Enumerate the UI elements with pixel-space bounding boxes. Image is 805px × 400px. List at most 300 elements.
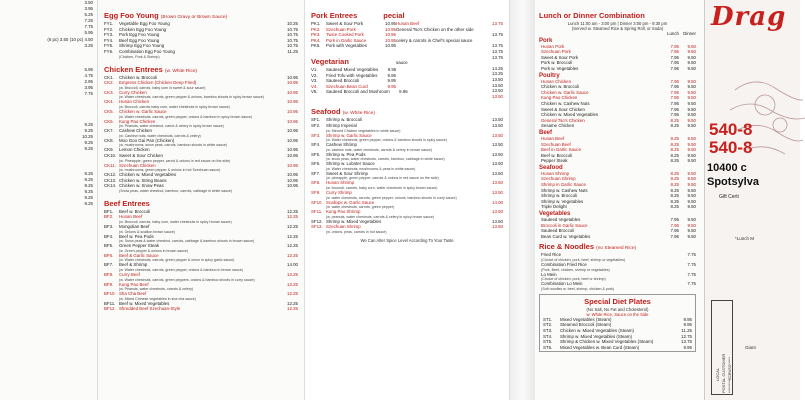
item-name: Kung Pao Beef	[119, 281, 149, 287]
item-code: PK1.	[311, 21, 321, 26]
item-description: (w. cashew nuts, water chestnuts, carrots & celery in brown sauce)	[326, 147, 433, 152]
item-description: (w. Water chestnuts, carrots, green pepper & onion in spicy garlic sauce)	[119, 258, 235, 263]
group-heading: Pork	[539, 37, 553, 44]
item-name: sauce	[396, 60, 408, 66]
group-heading: Beef	[539, 129, 553, 136]
item-name: Mixed Vegetables w. Bean Curd (Steam)	[560, 344, 640, 350]
item-price: 7.75	[687, 281, 696, 287]
item-name: Mongolian Beef	[119, 224, 150, 230]
item-description: (w. Water chestnuts, carrots, green peppers, onions & bamboo shoots in curry sauce)	[119, 277, 255, 282]
item-price: 7.75	[687, 271, 696, 277]
item-name: Shrimp w. Broccoli	[541, 193, 578, 199]
strip-price: 2.95	[84, 79, 93, 85]
menu-item	[311, 190, 503, 196]
item-description: (w. Mixed Chinese vegetables in sha cha sauce)	[119, 296, 196, 301]
item-name: Hunan Beef	[119, 214, 143, 220]
item-price: 10.95	[385, 26, 396, 32]
item-description: (w. Broccoli, carrots, baby corn, water chestnuts in spicy Hunan sauce)	[119, 220, 232, 225]
item-name: Shrimp & Chicken w. Mixed Vegetables (Steam)	[560, 339, 654, 345]
item-description: (w. Cashew nuts, water chestnuts, carrots & celery)	[119, 133, 201, 138]
lunch-price: 8.25	[670, 182, 679, 188]
pork-entrees-heading: Pork Entrees pecial	[311, 11, 405, 20]
dinner-price: 9.50	[687, 117, 696, 123]
item-name: Shredded Beef Szechuan-Style	[119, 306, 181, 312]
item-price: 13.50	[492, 161, 503, 167]
item-price: 12.25	[287, 281, 298, 287]
group-heading: Vegetables	[539, 211, 571, 218]
dinner-price: 9.50	[687, 100, 696, 106]
dinner-price: 9.50	[687, 60, 696, 66]
dinner-price: 9.50	[687, 95, 696, 101]
item-code: CK11.	[104, 162, 116, 168]
item-name: Hunan Shrimp	[541, 170, 570, 176]
restaurant-logo: Drag	[711, 2, 787, 32]
item-code: PK5.	[311, 43, 321, 49]
item-name: Hunan Chicken	[119, 99, 150, 105]
item-price: 10.95	[287, 172, 298, 178]
item-name: Szechuan Pork	[541, 49, 571, 55]
item-price: 10.95	[287, 99, 298, 105]
combo-item	[539, 158, 696, 164]
item-description: (w. water chestnuts, carrots, green pepper, onions, bamboo shoots in curry sauce)	[326, 195, 457, 200]
egg-foo-young-heading: Egg Foo Young (Brown Gravy or Brown Sauce)	[104, 11, 228, 20]
dinner-price: 9.50	[687, 49, 696, 55]
item-name: Shrimp w. Pea Pods	[326, 151, 366, 157]
combo-item	[539, 66, 696, 72]
item-name: Kung Pao Chicken	[119, 118, 156, 124]
strip-price: 7.75	[84, 91, 93, 97]
lunch-price: 8.25	[670, 135, 679, 141]
item-name: Szechuan Beef	[541, 141, 571, 147]
item-name: Fried Tofu with Vegetables	[326, 72, 378, 78]
item-name: Chicken w. Broccoli	[541, 84, 580, 90]
item-name: Chicken w. Mixed Vegetables (Steam)	[560, 327, 634, 333]
item-name: Beef Egg Foo Young	[119, 37, 160, 43]
item-price: 9.95	[387, 72, 396, 78]
item-code: SF7.	[311, 170, 321, 176]
item-description: (w. snow peas, water chestnuts, carrots, bamboo, cabbage in white sauce)	[326, 157, 445, 162]
item-code: BF12.	[104, 306, 116, 312]
lunch-price: 7.95	[670, 84, 679, 90]
item-name: Vegetable Egg Foo Young	[119, 21, 170, 26]
strip-price: 7.75	[84, 24, 93, 30]
seafood-list	[311, 117, 503, 234]
lunch-price: 7.95	[670, 54, 679, 60]
item-code: V5.	[311, 89, 318, 95]
lunch-price: 8.25	[670, 123, 679, 129]
dinner-price: 9.50	[687, 106, 696, 112]
item-price: 10.95	[287, 118, 298, 124]
special-diet-sub1: (No Salt, No Fat and Cholesterol)	[586, 306, 649, 312]
item-price: 12.25	[287, 233, 298, 239]
item-description: (Soft noodles w. beef, shrimp, chicken & pork)	[541, 286, 615, 291]
lunch-price: 7.95	[670, 43, 679, 49]
item-name: Beef w. Mixed Vegetables	[119, 300, 170, 306]
item-price: 9.95	[387, 78, 396, 84]
dinner-price: 9.50	[687, 135, 696, 141]
item-code: BF7.	[104, 262, 114, 268]
item-name: Kung Pao Chicken	[541, 95, 578, 101]
item-description: (w. Water chestnuts, carrots, green pepper, onions & bamboo in spicy brown sauce)	[119, 114, 253, 119]
item-price: 13.75	[492, 43, 503, 49]
item-name: Sweet & Sour Chicken	[119, 152, 163, 158]
strip-price: 5.25	[84, 12, 93, 18]
seafood-heading: Seafood (w. White Rice)	[311, 107, 375, 117]
item-code: BF9.	[104, 281, 114, 287]
item-code: V4.	[311, 83, 318, 89]
item-description: (w. Peanuts, water chestnut, carrot & celery in spicy brown sauce)	[119, 124, 224, 129]
item-code: CK14.	[104, 183, 117, 189]
menu-item	[104, 272, 298, 278]
item-price: 7.75	[687, 262, 696, 267]
menu-panel-egg-chicken-beef	[98, 0, 305, 400]
item-price: 9.95	[399, 89, 408, 95]
postal-customer: POSTAL CUSTOMER	[721, 353, 726, 393]
item-name: Chicken Egg Foo Young	[119, 26, 167, 32]
item-price: 13.75	[492, 54, 503, 60]
item-price: 13.75	[492, 21, 503, 26]
special-diet-list	[540, 317, 695, 351]
dinner-price: 9.50	[687, 187, 696, 193]
item-name: Broccoli in Garlic Sauce	[541, 222, 588, 228]
lunch-price: 7.95	[670, 217, 679, 223]
item-description: (w. Snow peas & water chestnut, carrots, cabbage & bamboo shoots in brown sauce)	[119, 239, 255, 244]
item-code: CK2.	[104, 80, 114, 86]
menu-panel-lunch-dinner	[535, 0, 705, 400]
item-name: Shrimp Imperial	[326, 122, 357, 128]
item-name: Kung Pao Shrimp	[326, 209, 361, 215]
strip-price: 9.25	[84, 182, 93, 188]
dinner-price: 9.50	[687, 84, 696, 90]
item-description: (Snow peas, water chestnut, bamboo, carrots, cabbage in white sauce)	[119, 188, 233, 193]
item-name: Shrimp w. Garlic Sauce	[326, 132, 372, 138]
lunch-price: 8.25	[670, 198, 679, 204]
item-name: Hunan Beef	[541, 135, 565, 141]
lunch-price: 8.25	[670, 141, 679, 147]
item-name: Empress Chicken (Chicken Deep Fried)	[119, 80, 197, 86]
lunch-price: 8.25	[670, 170, 679, 176]
fold-strip	[510, 0, 535, 400]
item-name: Beef w. Pea Pods	[119, 233, 154, 239]
menu-item	[396, 94, 503, 100]
chicken-entrees-heading: Chicken Entrees (w. White Rice)	[104, 64, 198, 74]
spice-footer: We Can Alter Spice Level According To Your Taste	[360, 238, 454, 244]
dinner-price: 9.50	[687, 141, 696, 147]
item-price: 12.25	[287, 252, 298, 258]
vegetarian-list	[311, 66, 408, 95]
item-name: Mixed Vegetables (Steam)	[560, 316, 612, 322]
item-code: BF5.	[104, 243, 114, 249]
item-name: Sauteed Broccoli	[541, 228, 575, 234]
lunch-column-label: Lunch	[667, 31, 679, 36]
item-code: PK4.	[311, 37, 321, 43]
strip-price: 3.50	[84, 0, 93, 5]
menu-item	[311, 123, 503, 129]
item-name: Hunan Shrimp	[326, 180, 355, 186]
lunch-price: 8.25	[670, 117, 679, 123]
item-name: Shrimp in Garlic Sauce	[541, 182, 586, 188]
item-name: Chicken w. Garlic Sauce	[119, 108, 167, 114]
item-description: (w. Onions & scallion brown sauce)	[119, 229, 175, 234]
item-code: FY5.	[104, 43, 114, 49]
item-price: 14.25	[492, 65, 503, 71]
special-diet-sub2: w. White Rice, Sauce on the Side	[586, 311, 649, 317]
item-price: 13.50	[492, 190, 503, 196]
special-diet-heading: Special Diet Plates	[584, 296, 651, 306]
item-code: BF11.	[104, 300, 116, 306]
item-description: (w. mushrooms, snow peas, carrots, bamboo shoots in white sauce)	[119, 143, 228, 148]
item-price: 10.95	[287, 162, 298, 168]
lunch-price: 8.25	[670, 147, 679, 153]
item-price: 9.95	[683, 322, 692, 328]
item-price: 10.95	[287, 128, 298, 134]
egg-foo-young-list	[104, 21, 298, 55]
combo-item	[539, 234, 696, 240]
item-name: Szechuan Bean Curd	[326, 83, 368, 89]
menu-item	[311, 89, 408, 95]
item-price: 11.25	[287, 48, 298, 54]
item-code: ST5.	[543, 339, 553, 345]
item-name: Combination Fried Rice	[541, 262, 587, 267]
item-price: 12.25	[287, 224, 298, 230]
strip-price: 9.25	[84, 140, 93, 146]
item-code: SF8.	[311, 180, 321, 186]
dinner-price: 9.50	[687, 89, 696, 95]
item-name: Pepper Steak	[541, 158, 568, 164]
menu-item	[104, 109, 298, 115]
strip-price: 7.25	[84, 18, 93, 24]
item-description: (w. peanuts, water chestnuts, carrots & celery in spicy brown sauce)	[326, 214, 435, 219]
lunch-price: 7.95	[670, 65, 679, 71]
item-code: SF10.	[311, 199, 323, 205]
item-code: PK3.	[311, 32, 321, 38]
address-line-1: 10400 c	[707, 162, 747, 174]
dinner-price: 9.50	[687, 112, 696, 118]
item-name: Lemon Chicken	[119, 147, 150, 153]
item-price: 10.75	[287, 32, 298, 38]
item-description: (w. Water chestnuts, carrots, green pepper, onions & bamboo in brown sauce)	[119, 268, 243, 273]
item-name: Szechuan Chicken	[119, 162, 156, 168]
item-code: FY2.	[104, 26, 114, 32]
item-price: 10.95	[287, 80, 298, 86]
item-price: 10.95	[385, 37, 396, 43]
item-price: 10.75	[287, 26, 298, 32]
item-name: celery & carrots in Chef's special sauce	[396, 37, 473, 43]
item-price: 12.25	[287, 272, 298, 278]
item-code: ST4.	[543, 333, 553, 339]
dinner-price: 9.50	[687, 193, 696, 199]
item-name: General Tso's Chicken on the other side	[396, 26, 474, 32]
dinner-price: 9.50	[687, 147, 696, 153]
lunch-price: 8.25	[670, 193, 679, 199]
item-code: PK2.	[311, 26, 321, 32]
postal-stamp-box	[711, 300, 733, 395]
item-code: BF10.	[104, 291, 116, 297]
item-code: BF1.	[104, 208, 114, 214]
item-price: 9.95	[683, 316, 692, 322]
item-code: V3.	[311, 78, 318, 84]
item-price: 13.50	[492, 224, 503, 230]
item-price: 9.95	[387, 83, 396, 89]
item-price: 9.95	[387, 66, 397, 72]
postal-local: LOCAL	[715, 367, 720, 381]
item-name: Pork Egg Foo Young	[119, 32, 160, 38]
lunch-price: 7.95	[670, 222, 679, 228]
item-price: 13.75	[681, 339, 692, 345]
item-code: FY1.	[104, 21, 114, 26]
lunch-price: 8.25	[670, 176, 679, 182]
special-diet-box	[539, 294, 696, 353]
item-name: Pork w. Broccoli	[541, 60, 573, 66]
item-description: (w. water chestnuts, carrots, green pepper)	[326, 205, 395, 210]
item-name: Sha Cha Beef	[119, 291, 147, 297]
strip-price: 3.25	[84, 42, 93, 48]
item-description: (w. Water chestnuts, mushrooms & peas in white sauce)	[326, 166, 416, 171]
menu-item	[104, 306, 298, 312]
item-name: Chicken w. Broccoli	[119, 74, 158, 80]
item-price: 13.50	[492, 180, 503, 186]
item-code: SF13.	[311, 224, 323, 230]
item-price: 14.00	[492, 199, 503, 205]
menu-item	[104, 153, 298, 159]
item-description: (w. Peanuts, water chestnuts, carrots & celery)	[119, 287, 194, 292]
item-code: ST6.	[543, 344, 553, 350]
item-name: Chicken w. Garlic Sauce	[541, 89, 589, 95]
item-code: CK7.	[104, 128, 114, 134]
item-name: Beef w. Broccoli	[541, 152, 573, 158]
lunch-dinner-list	[539, 31, 696, 239]
item-price: 10.95	[287, 147, 298, 153]
item-code: BF8.	[104, 272, 114, 278]
item-code: FY3.	[104, 32, 114, 38]
item-price: 10.95	[385, 21, 396, 26]
item-name: Pork in Garlic Sauce	[326, 37, 367, 43]
dinner-price: 9.50	[687, 54, 696, 60]
item-name: Twice Cooked Pork	[326, 32, 364, 38]
egg-foo-young-note: (Chicken, Pork & Shrimp)	[119, 54, 160, 59]
item-name: Combination Lo Mein	[541, 281, 583, 287]
item-name: Sesame Chicken	[541, 123, 575, 129]
dinner-price: 9.50	[687, 233, 696, 239]
item-name: Triple Delight	[541, 204, 567, 210]
item-code: CK1.	[104, 74, 114, 80]
lunch-price: 7.95	[670, 60, 679, 66]
item-price: 12.75	[681, 333, 692, 339]
item-code: SF11.	[311, 209, 323, 215]
menu-item	[104, 224, 298, 230]
item-name: Shrimp w. Vegetables	[541, 198, 584, 204]
item-price: 10.95	[385, 43, 396, 49]
item-name: Szechuan Pork	[326, 26, 356, 32]
item-price: 13.50	[492, 122, 503, 128]
item-code: CK10.	[104, 152, 117, 158]
strip-price: 9.25	[84, 188, 93, 194]
item-description: (w. onions, peas, carrots in hot sauce)	[326, 230, 387, 235]
pork-entrees-list	[311, 21, 396, 49]
item-price: 10.95	[287, 89, 298, 95]
item-code: SF9.	[311, 190, 321, 196]
item-code: V2.	[311, 72, 318, 78]
item-description: (w. Pineapple, green pepper, carrot & onions in red sauce on the side)	[119, 158, 231, 163]
item-code: CK12.	[104, 172, 117, 178]
item-name: Chicken w. Mixed Vegetables	[119, 172, 177, 178]
strip-price: 10.25	[82, 134, 93, 140]
strip-price: 5.95	[84, 30, 93, 36]
menu-item	[539, 281, 696, 287]
item-price: 14.00	[287, 262, 298, 268]
item-description: (w. broccoli, carrots, baby corn, water chestnuts in spicy brown sauce)	[326, 186, 438, 191]
item-name: Cashew Chicken	[119, 128, 152, 134]
column-spacer	[539, 31, 662, 37]
item-code: CK5.	[104, 108, 114, 114]
rice-noodles-list	[539, 252, 696, 290]
dinner-price: 9.50	[687, 78, 696, 84]
item-price: 12.25	[287, 214, 298, 220]
lunch-price: 7.95	[670, 100, 679, 106]
item-name: Hunan Pork	[541, 43, 565, 49]
item-name: Beef in Garlic Sauce	[541, 147, 582, 153]
item-name: Shrimp w. Cashew Nuts	[541, 187, 588, 193]
dinner-price: 9.50	[687, 43, 696, 49]
item-description: (w. mushrooms, green pepper & onions in hot Szechuan sauce)	[119, 168, 221, 173]
item-code: CK13.	[104, 177, 117, 183]
item-price: 9.95	[683, 344, 692, 350]
item-code: BF2.	[104, 214, 114, 220]
item-price: 12.25	[287, 300, 298, 306]
item-code: V1.	[311, 66, 318, 72]
item-name: Curry Chicken	[119, 89, 147, 95]
item-name: Combination Egg Foo Young	[119, 48, 175, 54]
item-code: CK9.	[104, 147, 114, 153]
strip-price: 3.95	[84, 85, 93, 91]
item-code: FY4.	[104, 37, 114, 43]
item-description: (w. Minced Chicken vegetables in white sauce)	[326, 128, 401, 133]
lunch-price: 8.25	[670, 152, 679, 158]
item-code: ST3.	[543, 327, 553, 333]
lunch-price: 7.95	[670, 78, 679, 84]
item-name: Pork with Vegetables	[326, 43, 368, 49]
lunch-price: 7.95	[670, 233, 679, 239]
item-price: 13.50	[492, 142, 503, 148]
lunch-price: 7.95	[670, 89, 679, 95]
item-price: 13.50	[492, 170, 503, 176]
price-column-header	[539, 31, 696, 37]
item-name: Chicken w. Snow Peas	[119, 183, 164, 189]
item-code: SF3.	[311, 132, 321, 138]
item-name: Szechuan Shrimp	[326, 224, 361, 230]
left-price-strip	[0, 0, 98, 400]
item-description: (w. pineapple, green pepper, carrots & onions in red sauce on the side)	[326, 176, 439, 181]
menu-panel-pork-veg-seafood	[305, 0, 510, 400]
beef-entrees-list	[104, 209, 298, 312]
dinner-price: 9.50	[687, 170, 696, 176]
item-name: Shrimp Egg Foo Young	[119, 43, 165, 49]
phone-number-2: 540-8	[709, 138, 753, 157]
item-price: 10.95	[287, 152, 298, 158]
item-name: Sauteed Broccoli and Mushroom	[326, 89, 390, 95]
phone-number-1: 540-8	[709, 120, 753, 139]
strip-price: 9.25	[84, 176, 93, 182]
address-line-2: Spotsylva	[707, 176, 759, 188]
item-price: 10.95	[287, 137, 298, 143]
menu-item	[539, 262, 696, 268]
item-name: Green Pepper Steak	[119, 243, 160, 249]
item-name: Szechuan Shrimp	[541, 176, 576, 182]
dinner-price: 9.50	[687, 217, 696, 223]
menu-item	[104, 128, 298, 134]
item-name: Sauteed Mixed Vegetables	[326, 66, 379, 72]
item-name	[396, 94, 485, 100]
